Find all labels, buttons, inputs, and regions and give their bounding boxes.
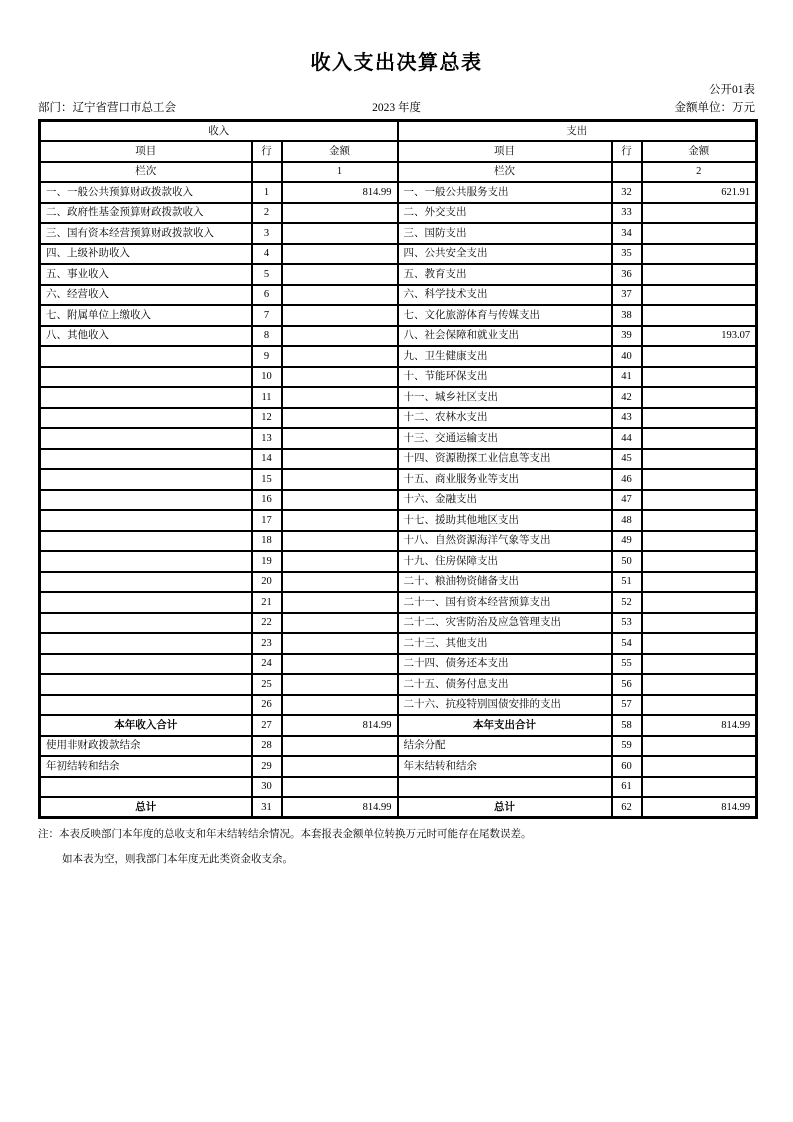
expense-item-cell: 十四、资源勘探工业信息等支出 [398, 449, 612, 470]
expense-amount-cell [642, 367, 757, 388]
income-amount-cell [282, 387, 398, 408]
income-amount-cell [282, 490, 398, 511]
table-row [40, 531, 757, 552]
expense-line-cell: 38 [612, 305, 642, 326]
expense-item-cell: 十三、交通运输支出 [398, 428, 612, 449]
expense-amount-cell [642, 551, 757, 572]
expense-item-cell: 十一、城乡社区支出 [398, 387, 612, 408]
income-item-cell: 五、事业收入 [40, 264, 252, 285]
expense-amount-cell [642, 408, 757, 429]
expense-line-cell: 47 [612, 490, 642, 511]
expense-line-cell: 44 [612, 428, 642, 449]
income-line-cell: 30 [252, 777, 282, 798]
expense-amount-cell [642, 531, 757, 552]
income-line-cell: 19 [252, 551, 282, 572]
income-line-cell: 18 [252, 531, 282, 552]
income-amount-cell: 814.99 [282, 182, 398, 203]
expense-column-number: 2 [642, 162, 757, 183]
footnote-2: 如本表为空，则我部门本年度无此类资金收支余。 [62, 854, 293, 865]
expense-amount-cell [642, 674, 757, 695]
expense-amount-cell: 814.99 [642, 715, 757, 736]
income-amount-cell [282, 736, 398, 757]
expense-amount-cell [642, 305, 757, 326]
table-row [40, 305, 757, 326]
expense-item-cell: 二十、粮油物资储备支出 [398, 572, 612, 593]
income-line-cell: 17 [252, 510, 282, 531]
expense-amount-cell [642, 654, 757, 675]
expense-line-cell: 43 [612, 408, 642, 429]
expense-line-cell: 37 [612, 285, 642, 306]
table-row [40, 223, 757, 244]
expense-line-cell: 41 [612, 367, 642, 388]
expense-item-cell: 七、文化旅游体育与传媒支出 [398, 305, 612, 326]
income-item-cell [40, 490, 252, 511]
income-amount-cell [282, 223, 398, 244]
income-item-cell [40, 633, 252, 654]
expense-amount-cell [642, 777, 757, 798]
expense-section-header: 支出 [398, 121, 757, 142]
expense-item-cell: 十五、商业服务业等支出 [398, 469, 612, 490]
income-item-cell [40, 674, 252, 695]
expense-line-cell: 61 [612, 777, 642, 798]
expense-line-cell: 39 [612, 326, 642, 347]
expense-item-cell: 一、一般公共服务支出 [398, 182, 612, 203]
expense-amount-cell [642, 633, 757, 654]
expense-amount-cell [642, 244, 757, 265]
income-line-cell: 27 [252, 715, 282, 736]
column-header-row [40, 141, 757, 162]
income-item-cell [40, 510, 252, 531]
expense-amount-cell: 621.91 [642, 182, 757, 203]
income-amount-cell [282, 633, 398, 654]
table-row [40, 592, 757, 613]
income-item-cell: 二、政府性基金预算财政拨款收入 [40, 203, 252, 224]
income-item-cell [40, 695, 252, 716]
table-row [40, 572, 757, 593]
expense-line-cell: 58 [612, 715, 642, 736]
table-row [40, 449, 757, 470]
income-item-cell [40, 551, 252, 572]
table-row [40, 326, 757, 347]
expense-item-cell: 年末结转和结余 [398, 756, 612, 777]
income-line-cell: 6 [252, 285, 282, 306]
table-row [40, 674, 757, 695]
income-line-cell: 11 [252, 387, 282, 408]
expense-amount-cell: 193.07 [642, 326, 757, 347]
income-line-cell: 10 [252, 367, 282, 388]
income-item-cell: 年初结转和结余 [40, 756, 252, 777]
income-line-cell: 7 [252, 305, 282, 326]
income-item-header: 项目 [40, 141, 252, 162]
expense-line-cell: 50 [612, 551, 642, 572]
table-row [40, 551, 757, 572]
income-item-cell: 三、国有资本经营预算财政拨款收入 [40, 223, 252, 244]
table-row [40, 510, 757, 531]
expense-line-cell: 60 [612, 756, 642, 777]
expense-item-cell: 六、科学技术支出 [398, 285, 612, 306]
expense-amount-cell [642, 223, 757, 244]
income-item-cell [40, 449, 252, 470]
income-index-label: 栏次 [40, 162, 252, 183]
footnote-1: 注：本表反映部门本年度的总收支和年末结转结余情况。本套报表金额单位转换万元时可能存在尾数误差。 [38, 829, 532, 840]
expense-amount-cell [642, 203, 757, 224]
expense-line-cell: 36 [612, 264, 642, 285]
income-line-cell: 24 [252, 654, 282, 675]
table-row [40, 469, 757, 490]
index-row [40, 162, 757, 183]
income-item-cell [40, 408, 252, 429]
income-line-cell: 14 [252, 449, 282, 470]
expense-amount-cell [642, 572, 757, 593]
income-amount-cell [282, 469, 398, 490]
expense-amount-cell [642, 613, 757, 634]
income-line-cell: 26 [252, 695, 282, 716]
income-item-cell [40, 777, 252, 798]
expense-amount-cell [642, 469, 757, 490]
income-item-cell [40, 346, 252, 367]
income-item-cell [40, 572, 252, 593]
expense-index-line-cell [612, 162, 642, 183]
expense-line-cell: 51 [612, 572, 642, 593]
table-row [40, 428, 757, 449]
expense-item-cell: 九、卫生健康支出 [398, 346, 612, 367]
expense-item-cell: 二十四、债务还本支出 [398, 654, 612, 675]
income-item-cell [40, 592, 252, 613]
expense-amount-cell [642, 736, 757, 757]
table-row [40, 736, 757, 757]
expense-item-cell: 结余分配 [398, 736, 612, 757]
income-amount-cell [282, 510, 398, 531]
income-item-cell: 总计 [40, 797, 252, 818]
expense-line-cell: 49 [612, 531, 642, 552]
expense-line-cell: 59 [612, 736, 642, 757]
section-header-row [40, 121, 757, 142]
expense-line-cell: 33 [612, 203, 642, 224]
income-line-cell: 31 [252, 797, 282, 818]
table-row [40, 756, 757, 777]
income-amount-cell [282, 408, 398, 429]
expense-item-cell: 二十六、抗疫特别国债安排的支出 [398, 695, 612, 716]
expense-line-cell: 42 [612, 387, 642, 408]
table-row [40, 408, 757, 429]
income-item-cell: 一、一般公共预算财政拨款收入 [40, 182, 252, 203]
income-amount-header: 金额 [282, 141, 398, 162]
expense-line-cell: 32 [612, 182, 642, 203]
table-row [40, 182, 757, 203]
expense-item-cell: 十七、援助其他地区支出 [398, 510, 612, 531]
expense-amount-cell [642, 264, 757, 285]
income-line-cell: 15 [252, 469, 282, 490]
expense-amount-cell [642, 285, 757, 306]
income-section-header: 收入 [40, 121, 398, 142]
income-line-cell: 5 [252, 264, 282, 285]
table-row [40, 244, 757, 265]
budget-summary-table [38, 119, 758, 819]
table-row [40, 777, 757, 798]
table-row [40, 695, 757, 716]
income-amount-cell [282, 367, 398, 388]
expense-item-cell: 八、社会保障和就业支出 [398, 326, 612, 347]
income-amount-cell [282, 285, 398, 306]
expense-amount-cell [642, 387, 757, 408]
income-amount-cell [282, 326, 398, 347]
income-amount-cell [282, 203, 398, 224]
table-row [40, 203, 757, 224]
income-line-cell: 1 [252, 182, 282, 203]
income-item-cell: 六、经营收入 [40, 285, 252, 306]
income-line-header: 行 [252, 141, 282, 162]
expense-line-cell: 46 [612, 469, 642, 490]
footnotes [38, 828, 755, 866]
expense-line-cell: 54 [612, 633, 642, 654]
expense-line-cell: 62 [612, 797, 642, 818]
expense-item-cell: 十九、住房保障支出 [398, 551, 612, 572]
income-line-cell: 9 [252, 346, 282, 367]
table-row [40, 613, 757, 634]
expense-amount-cell [642, 756, 757, 777]
expense-amount-cell [642, 510, 757, 531]
expense-amount-cell [642, 695, 757, 716]
expense-amount-cell [642, 449, 757, 470]
table-row [40, 654, 757, 675]
expense-line-cell: 52 [612, 592, 642, 613]
expense-item-cell: 三、国防支出 [398, 223, 612, 244]
expense-item-header: 项目 [398, 141, 612, 162]
income-line-cell: 21 [252, 592, 282, 613]
expense-line-header: 行 [612, 141, 642, 162]
income-amount-cell [282, 449, 398, 470]
expense-item-cell: 十八、自然资源海洋气象等支出 [398, 531, 612, 552]
income-item-cell [40, 367, 252, 388]
income-amount-cell [282, 756, 398, 777]
income-amount-cell [282, 244, 398, 265]
table-row [40, 715, 757, 736]
income-line-cell: 4 [252, 244, 282, 265]
income-index-line-cell [252, 162, 282, 183]
income-amount-cell [282, 551, 398, 572]
expense-item-cell: 总计 [398, 797, 612, 818]
table-body [40, 182, 757, 818]
income-line-cell: 20 [252, 572, 282, 593]
department-label: 部门：辽宁省营口市总工会 [38, 102, 176, 114]
page-title: 收入支出决算总表 [310, 52, 483, 74]
income-amount-cell [282, 695, 398, 716]
income-item-cell [40, 613, 252, 634]
income-line-cell: 8 [252, 326, 282, 347]
meta-line [38, 100, 755, 116]
income-amount-cell [282, 572, 398, 593]
expense-item-cell: 五、教育支出 [398, 264, 612, 285]
income-amount-cell [282, 305, 398, 326]
income-amount-cell [282, 777, 398, 798]
form-code: 公开01表 [709, 84, 755, 96]
expense-item-cell: 十六、金融支出 [398, 490, 612, 511]
income-line-cell: 29 [252, 756, 282, 777]
income-line-cell: 28 [252, 736, 282, 757]
expense-line-cell: 34 [612, 223, 642, 244]
income-item-cell [40, 387, 252, 408]
income-item-cell: 本年收入合计 [40, 715, 252, 736]
income-line-cell: 13 [252, 428, 282, 449]
table-row [40, 797, 757, 818]
income-item-cell: 使用非财政拨款结余 [40, 736, 252, 757]
income-amount-cell [282, 654, 398, 675]
expense-item-cell: 二十一、国有资本经营预算支出 [398, 592, 612, 613]
table-row [40, 490, 757, 511]
table-row [40, 264, 757, 285]
expense-line-cell: 48 [612, 510, 642, 531]
expense-item-cell: 二十二、灾害防治及应急管理支出 [398, 613, 612, 634]
expense-line-cell: 45 [612, 449, 642, 470]
table-row [40, 633, 757, 654]
income-amount-cell [282, 592, 398, 613]
income-amount-cell: 814.99 [282, 797, 398, 818]
table-row [40, 387, 757, 408]
expense-amount-cell [642, 346, 757, 367]
expense-item-cell: 十二、农林水支出 [398, 408, 612, 429]
income-amount-cell [282, 613, 398, 634]
income-item-cell [40, 654, 252, 675]
income-line-cell: 12 [252, 408, 282, 429]
expense-item-cell: 二、外交支出 [398, 203, 612, 224]
expense-line-cell: 35 [612, 244, 642, 265]
income-line-cell: 2 [252, 203, 282, 224]
income-item-cell: 八、其他收入 [40, 326, 252, 347]
expense-item-cell: 十、节能环保支出 [398, 367, 612, 388]
income-item-cell: 四、上级补助收入 [40, 244, 252, 265]
expense-index-label: 栏次 [398, 162, 612, 183]
expense-item-cell: 二十三、其他支出 [398, 633, 612, 654]
expense-amount-header: 金额 [642, 141, 757, 162]
expense-amount-cell [642, 490, 757, 511]
income-amount-cell [282, 346, 398, 367]
expense-line-cell: 56 [612, 674, 642, 695]
income-item-cell: 七、附属单位上缴收入 [40, 305, 252, 326]
expense-amount-cell [642, 592, 757, 613]
expense-amount-cell: 814.99 [642, 797, 757, 818]
income-amount-cell [282, 264, 398, 285]
income-line-cell: 25 [252, 674, 282, 695]
income-line-cell: 23 [252, 633, 282, 654]
income-amount-cell: 814.99 [282, 715, 398, 736]
fiscal-year-label: 2023 年度 [372, 102, 421, 114]
table-row [40, 367, 757, 388]
income-line-cell: 16 [252, 490, 282, 511]
amount-unit-label: 金额单位：万元 [674, 102, 755, 114]
income-line-cell: 3 [252, 223, 282, 244]
expense-amount-cell [642, 428, 757, 449]
expense-line-cell: 53 [612, 613, 642, 634]
expense-item-cell: 二十五、债务付息支出 [398, 674, 612, 695]
expense-item-cell: 本年支出合计 [398, 715, 612, 736]
table-row [40, 346, 757, 367]
income-amount-cell [282, 674, 398, 695]
income-line-cell: 22 [252, 613, 282, 634]
expense-item-cell [398, 777, 612, 798]
income-amount-cell [282, 531, 398, 552]
table-row [40, 285, 757, 306]
income-item-cell [40, 531, 252, 552]
income-column-number: 1 [282, 162, 398, 183]
income-item-cell [40, 469, 252, 490]
expense-line-cell: 57 [612, 695, 642, 716]
expense-line-cell: 40 [612, 346, 642, 367]
expense-line-cell: 55 [612, 654, 642, 675]
income-amount-cell [282, 428, 398, 449]
expense-item-cell: 四、公共安全支出 [398, 244, 612, 265]
income-item-cell [40, 428, 252, 449]
